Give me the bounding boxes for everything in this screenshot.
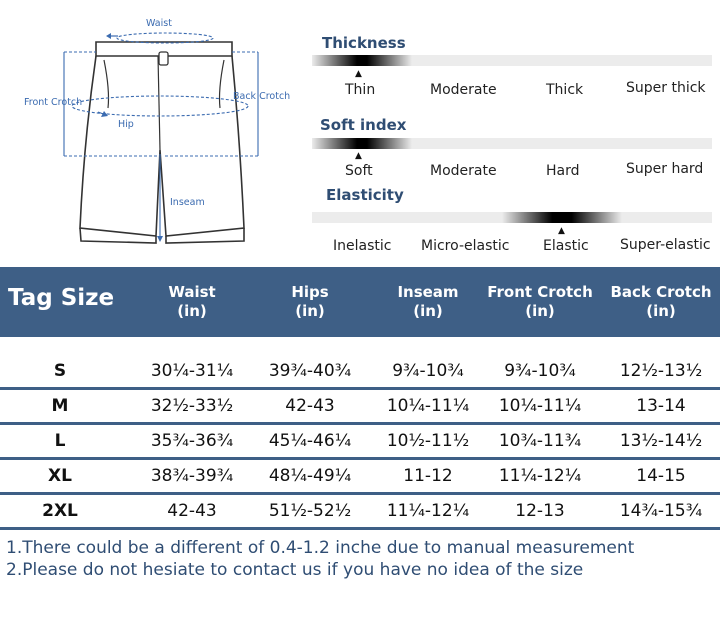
thickness-title: Thickness [322, 34, 406, 52]
waist-label: Waist [146, 18, 172, 29]
thickness-option-thick: Thick [546, 82, 584, 98]
thickness-marker-icon: ▲ [355, 69, 362, 79]
thickness-scale-indicator [312, 55, 412, 66]
elasticity-title: Elasticity [326, 186, 404, 204]
front-crotch-cell: 12-13 [515, 501, 565, 521]
waist-header-name: Waist [168, 283, 216, 301]
hips-cell: 42-43 [285, 396, 335, 416]
inseam-label: Inseam [170, 197, 205, 208]
soft-index-option-super-hard: Super hard [626, 161, 704, 177]
size-cell: L [54, 431, 66, 451]
elasticity-marker-icon: ▲ [558, 226, 565, 236]
front-crotch-cell: 10¾-11¾ [498, 431, 582, 451]
back-crotch-header-unit: (in) [646, 302, 676, 320]
back-crotch-cell: 14-15 [636, 466, 686, 486]
inseam-cell: 11-12 [403, 466, 453, 486]
thickness-scale-bar [312, 55, 712, 66]
inseam-header-unit: (in) [413, 302, 443, 320]
hips-cell: 39¾-40¾ [268, 361, 352, 381]
size-cell: M [51, 396, 69, 416]
row-divider [0, 422, 720, 425]
hip-label: Hip [118, 119, 134, 130]
elasticity-scale-bar [312, 212, 712, 223]
waist-cell: 42-43 [167, 501, 217, 521]
inseam-header [388, 283, 468, 321]
thickness-option-moderate: Moderate [430, 82, 497, 98]
note-contact: 2.Please do not hesiate to contact us if you have no idea of the size [6, 560, 584, 580]
soft-index-option-soft: Soft [345, 163, 373, 179]
elasticity-option-micro-elastic: Micro-elastic [421, 238, 510, 254]
back-crotch-header [606, 283, 716, 321]
thickness-option-thin: Thin [345, 82, 376, 98]
back-crotch-cell: 13½-14½ [619, 431, 703, 451]
waist-cell: 38¾-39¾ [150, 466, 234, 486]
back-crotch-label: Back Crotch [233, 91, 291, 102]
inseam-header-name: Inseam [397, 283, 459, 301]
hips-cell: 45¼-46¼ [268, 431, 352, 451]
soft-index-option-hard: Hard [546, 163, 580, 179]
shorts-outline-icon [0, 0, 310, 262]
thickness-option-super-thick: Super thick [626, 80, 706, 96]
soft-index-title: Soft index [320, 116, 407, 134]
elasticity-option-elastic: Elastic [543, 238, 589, 254]
elasticity-option-inelastic: Inelastic [333, 238, 392, 254]
size-cell: S [53, 361, 67, 381]
back-crotch-cell: 14¾-15¾ [619, 501, 703, 521]
waist-header [152, 283, 232, 321]
front-crotch-header-name: Front Crotch [487, 283, 593, 301]
soft-index-scale-indicator [312, 138, 412, 149]
waist-cell: 32½-33½ [150, 396, 234, 416]
row-divider [0, 457, 720, 460]
front-crotch-header [483, 283, 597, 321]
tag-size-header: Tag Size [8, 285, 115, 311]
inseam-cell: 10½-11½ [386, 431, 470, 451]
row-divider [0, 527, 720, 530]
size-table-header [0, 267, 720, 337]
elasticity-option-super-elastic: Super-elastic [620, 237, 711, 253]
inseam-cell: 11¼-12¼ [386, 501, 470, 521]
soft-index-marker-icon: ▲ [355, 151, 362, 161]
soft-index-option-moderate: Moderate [430, 163, 497, 179]
front-crotch-cell: 10¼-11¼ [498, 396, 582, 416]
back-crotch-cell: 12½-13½ [619, 361, 703, 381]
shorts-measurement-diagram [0, 0, 310, 262]
soft-index-scale-bar [312, 138, 712, 149]
row-divider [0, 387, 720, 390]
size-cell: 2XL [42, 501, 78, 521]
waist-header-unit: (in) [177, 302, 207, 320]
row-divider [0, 492, 720, 495]
inseam-cell: 9¾-10¾ [392, 361, 464, 381]
size-cell: XL [48, 466, 72, 486]
back-crotch-cell: 13-14 [636, 396, 686, 416]
hips-header-name: Hips [291, 283, 329, 301]
elasticity-scale-indicator [502, 212, 622, 223]
hips-header-unit: (in) [295, 302, 325, 320]
waist-cell: 30¼-31¼ [150, 361, 234, 381]
inseam-cell: 10¼-11¼ [386, 396, 470, 416]
hips-cell: 51½-52½ [268, 501, 352, 521]
hips-cell: 48¼-49¼ [268, 466, 352, 486]
front-crotch-header-unit: (in) [525, 302, 555, 320]
note-measurement: 1.There could be a different of 0.4-1.2 inche due to manual measurement [6, 538, 635, 558]
front-crotch-cell: 11¼-12¼ [498, 466, 582, 486]
front-crotch-label: Front Crotch [24, 97, 83, 108]
waist-cell: 35¾-36¾ [150, 431, 234, 451]
front-crotch-cell: 9¾-10¾ [504, 361, 576, 381]
back-crotch-header-name: Back Crotch [610, 283, 712, 301]
hips-header [270, 283, 350, 321]
